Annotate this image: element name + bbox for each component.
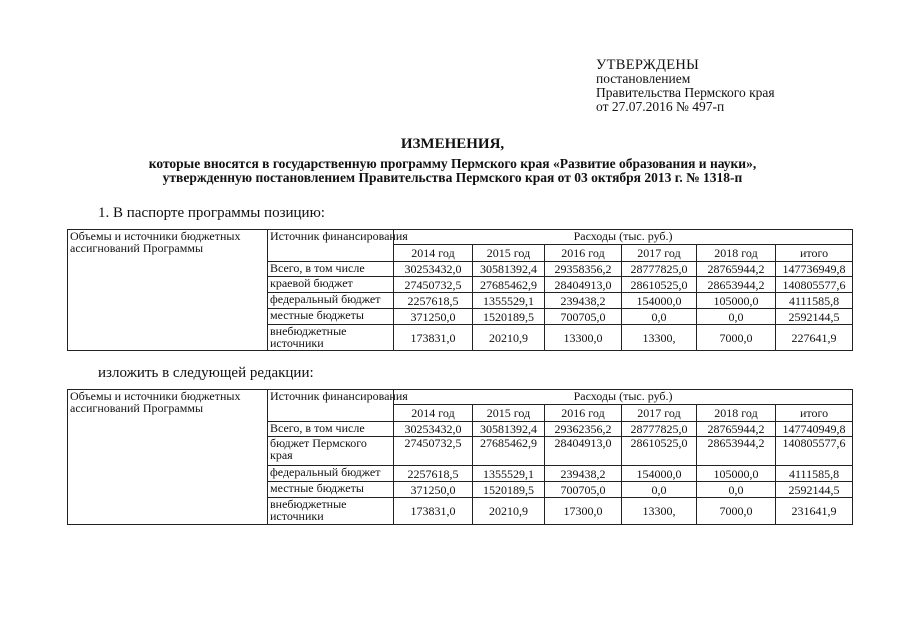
cell-value: 105000,0 bbox=[697, 293, 776, 309]
year-header: 2015 год bbox=[473, 405, 545, 422]
cell-value: 700705,0 bbox=[545, 309, 622, 325]
cell-value: 27450732,5 bbox=[394, 277, 473, 293]
row-label: внебюджетные источники bbox=[268, 325, 394, 351]
year-header: 2018 год bbox=[697, 405, 776, 422]
cell-value: 30253432,0 bbox=[394, 262, 473, 277]
approval-block bbox=[596, 58, 775, 114]
cell-value: 13300, bbox=[622, 498, 697, 525]
cell-value: 29358356,2 bbox=[545, 262, 622, 277]
row-label: Всего, в том числе bbox=[268, 422, 394, 437]
cell-value: 27685462,9 bbox=[473, 277, 545, 293]
cell-value: 147736949,8 bbox=[776, 262, 853, 277]
cell-value: 173831,0 bbox=[394, 325, 473, 351]
cell-value: 4111585,8 bbox=[776, 466, 853, 482]
row-label: краевой бюджет bbox=[268, 277, 394, 293]
cell-value: 147740949,8 bbox=[776, 422, 853, 437]
cell-value: 4111585,8 bbox=[776, 293, 853, 309]
cell-value: 13300, bbox=[622, 325, 697, 351]
year-header: 2014 год bbox=[394, 405, 473, 422]
cell-value: 154000,0 bbox=[622, 293, 697, 309]
cell-value: 173831,0 bbox=[394, 498, 473, 525]
row-label: Всего, в том числе bbox=[268, 262, 394, 277]
cell-value: 28765944,2 bbox=[697, 422, 776, 437]
expenses-header: Расходы (тыс. руб.) bbox=[394, 390, 853, 405]
year-header: 2017 год bbox=[622, 245, 697, 262]
row-label: федеральный бюджет bbox=[268, 466, 394, 482]
year-header: 2017 год bbox=[622, 405, 697, 422]
cell-value: 30253432,0 bbox=[394, 422, 473, 437]
cell-value: 105000,0 bbox=[697, 466, 776, 482]
row-label: местные бюджеты bbox=[268, 482, 394, 498]
cell-value: 28777825,0 bbox=[622, 262, 697, 277]
section-2-heading: изложить в следующей редакции: bbox=[98, 365, 314, 381]
cell-value: 239438,2 bbox=[545, 466, 622, 482]
approval-title: УТВЕРЖДЕНЫ bbox=[596, 57, 700, 73]
source-header: Источник финансирования bbox=[268, 230, 394, 262]
year-header: 2016 год bbox=[545, 245, 622, 262]
cell-value: 2592144,5 bbox=[776, 482, 853, 498]
row-label: внебюджетные источники bbox=[268, 498, 394, 525]
year-header: 2018 год bbox=[697, 245, 776, 262]
cell-value: 1355529,1 bbox=[473, 293, 545, 309]
cell-value: 2592144,5 bbox=[776, 309, 853, 325]
row-label: федеральный бюджет bbox=[268, 293, 394, 309]
cell-value: 13300,0 bbox=[545, 325, 622, 351]
cell-value: 154000,0 bbox=[622, 466, 697, 482]
cell-value: 30581392,4 bbox=[473, 422, 545, 437]
cell-value: 28610525,0 bbox=[622, 277, 697, 293]
funding-label-cell: Объемы и источники бюджетных ассигнований Программы bbox=[68, 390, 268, 525]
cell-value: 371250,0 bbox=[394, 309, 473, 325]
cell-value: 1520189,5 bbox=[473, 309, 545, 325]
cell-value: 231641,9 bbox=[776, 498, 853, 525]
section-1-heading: 1. В паспорте программы позицию: bbox=[98, 205, 325, 221]
expenses-header: Расходы (тыс. руб.) bbox=[394, 230, 853, 245]
cell-value: 700705,0 bbox=[545, 482, 622, 498]
cell-value: 2257618,5 bbox=[394, 293, 473, 309]
cell-value: 140805577,6 bbox=[776, 437, 853, 466]
total-header: итого bbox=[776, 405, 853, 422]
budget-table-new bbox=[67, 389, 853, 525]
cell-value: 28653944,2 bbox=[697, 437, 776, 466]
approval-line-3: от 27.07.2016 № 497-п bbox=[596, 99, 725, 114]
cell-value: 28404913,0 bbox=[545, 437, 622, 466]
total-header: итого bbox=[776, 245, 853, 262]
subtitle-line-1: которые вносятся в государственную программу Пермского края «Развитие образования и науки», bbox=[148, 156, 757, 171]
cell-value: 1355529,1 bbox=[473, 466, 545, 482]
approval-line-2: Правительства Пермского края bbox=[596, 85, 775, 100]
cell-value: 371250,0 bbox=[394, 482, 473, 498]
year-header: 2015 год bbox=[473, 245, 545, 262]
cell-value: 27450732,5 bbox=[394, 437, 473, 466]
cell-value: 17300,0 bbox=[545, 498, 622, 525]
budget-table-old bbox=[67, 229, 853, 351]
cell-value: 140805577,6 bbox=[776, 277, 853, 293]
cell-value: 28765944,2 bbox=[697, 262, 776, 277]
cell-value: 0,0 bbox=[697, 309, 776, 325]
cell-value: 7000,0 bbox=[697, 325, 776, 351]
document-title: ИЗМЕНЕНИЯ, bbox=[400, 136, 505, 152]
cell-value: 0,0 bbox=[622, 309, 697, 325]
cell-value: 28610525,0 bbox=[622, 437, 697, 466]
cell-value: 20210,9 bbox=[473, 325, 545, 351]
approval-line-1: постановлением bbox=[596, 71, 691, 86]
cell-value: 227641,9 bbox=[776, 325, 853, 351]
funding-label-cell: Объемы и источники бюджетных ассигнований Программы bbox=[68, 230, 268, 351]
cell-value: 239438,2 bbox=[545, 293, 622, 309]
document-subtitle bbox=[0, 157, 905, 185]
cell-value: 1520189,5 bbox=[473, 482, 545, 498]
cell-value: 28404913,0 bbox=[545, 277, 622, 293]
cell-value: 7000,0 bbox=[697, 498, 776, 525]
cell-value: 27685462,9 bbox=[473, 437, 545, 466]
cell-value: 30581392,4 bbox=[473, 262, 545, 277]
cell-value: 0,0 bbox=[697, 482, 776, 498]
row-label: местные бюджеты bbox=[268, 309, 394, 325]
cell-value: 28653944,2 bbox=[697, 277, 776, 293]
cell-value: 28777825,0 bbox=[622, 422, 697, 437]
subtitle-line-2: утвержденную постановлением Правительства Пермского края от 03 октября 2013 г. № 1318-п bbox=[162, 170, 743, 185]
year-header: 2016 год bbox=[545, 405, 622, 422]
year-header: 2014 год bbox=[394, 245, 473, 262]
cell-value: 29362356,2 bbox=[545, 422, 622, 437]
row-label: бюджет Пермского края bbox=[268, 437, 394, 466]
cell-value: 2257618,5 bbox=[394, 466, 473, 482]
cell-value: 0,0 bbox=[622, 482, 697, 498]
cell-value: 20210,9 bbox=[473, 498, 545, 525]
source-header: Источник финансирования bbox=[268, 390, 394, 422]
